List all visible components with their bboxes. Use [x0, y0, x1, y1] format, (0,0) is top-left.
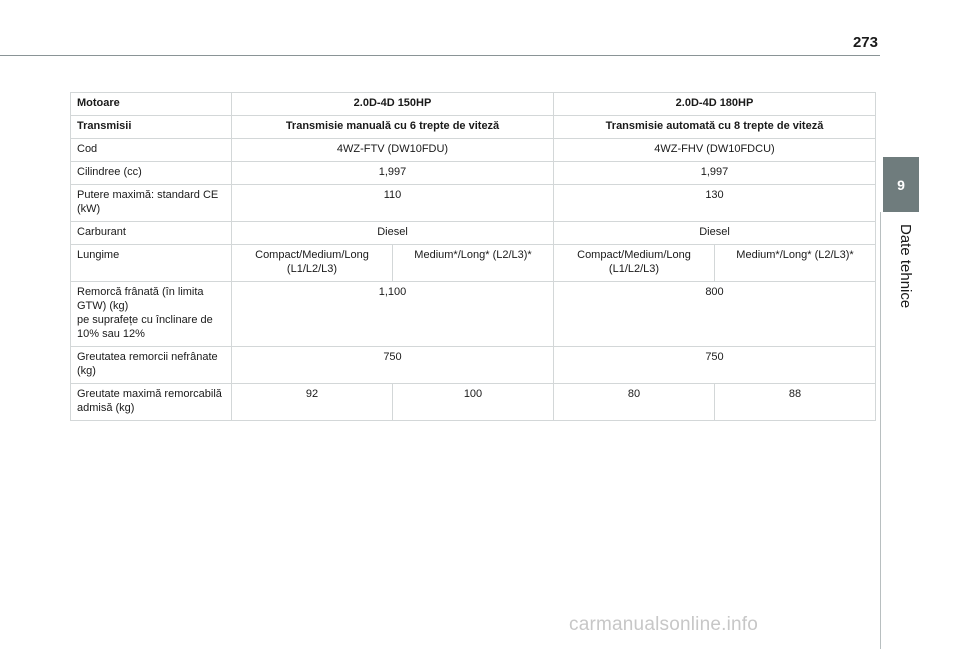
table-row [71, 282, 876, 347]
table-cell: Medium*/Long* (L2/L3)* [393, 245, 554, 282]
row-label: Transmisii [71, 116, 232, 139]
column-header: 2.0D-4D 150HP [232, 93, 554, 116]
table-row [71, 139, 876, 162]
column-header: 2.0D-4D 180HP [554, 93, 876, 116]
table-cell: 110 [232, 185, 554, 222]
chapter-title: Date tehnice [897, 223, 914, 309]
row-label-line: Remorcă frânată (în limita GTW) (kg) [77, 286, 204, 312]
table-cell: 4WZ-FHV (DW10FDCU) [554, 139, 876, 162]
chapter-tab[interactable] [883, 157, 919, 212]
table-cell: 100 [393, 384, 554, 421]
table-row [71, 245, 876, 282]
row-label [71, 282, 232, 347]
row-label: Greutate maximă remorcabilă admisă (kg) [71, 384, 232, 421]
table-cell: 80 [554, 384, 715, 421]
row-label: Motoare [71, 93, 232, 116]
row-label: Putere maximă: standard CE (kW) [71, 185, 232, 222]
table-row [71, 185, 876, 222]
table-cell: 1,100 [232, 282, 554, 347]
table-cell: Compact/Medium/Long (L1/L2/L3) [232, 245, 393, 282]
row-label: Carburant [71, 222, 232, 245]
table-cell: Diesel [232, 222, 554, 245]
table-cell: Transmisie automată cu 8 trepte de viteză [554, 116, 876, 139]
chapter-number: 9 [897, 176, 905, 193]
table-row [71, 222, 876, 245]
table-row [71, 116, 876, 139]
row-label: Lungime [71, 245, 232, 282]
table-cell: 92 [232, 384, 393, 421]
page-number: 273 [852, 34, 878, 51]
table-cell: 130 [554, 185, 876, 222]
table-cell: 4WZ-FTV (DW10FDU) [232, 139, 554, 162]
table-cell: Diesel [554, 222, 876, 245]
table-cell: Compact/Medium/Long (L1/L2/L3) [554, 245, 715, 282]
sidebar-rule [880, 212, 881, 649]
engine-specs-table [70, 92, 876, 421]
table-cell: Medium*/Long* (L2/L3)* [715, 245, 876, 282]
watermark: carmanualsonline.info [569, 614, 759, 635]
table-cell: 750 [232, 347, 554, 384]
table-cell: 750 [554, 347, 876, 384]
table-row [71, 162, 876, 185]
row-label: Cod [71, 139, 232, 162]
table-cell: 1,997 [554, 162, 876, 185]
table-row [71, 384, 876, 421]
header-rule [0, 55, 880, 56]
table-cell: 88 [715, 384, 876, 421]
table-row [71, 93, 876, 116]
row-label: Greutatea remorcii nefrânate (kg) [71, 347, 232, 384]
row-label-line: pe suprafețe cu înclinare de 10% sau 12% [77, 314, 213, 340]
table-cell: Transmisie manuală cu 6 trepte de viteză [232, 116, 554, 139]
table-cell: 800 [554, 282, 876, 347]
table-row [71, 347, 876, 384]
table-cell: 1,997 [232, 162, 554, 185]
row-label: Cilindree (cc) [71, 162, 232, 185]
